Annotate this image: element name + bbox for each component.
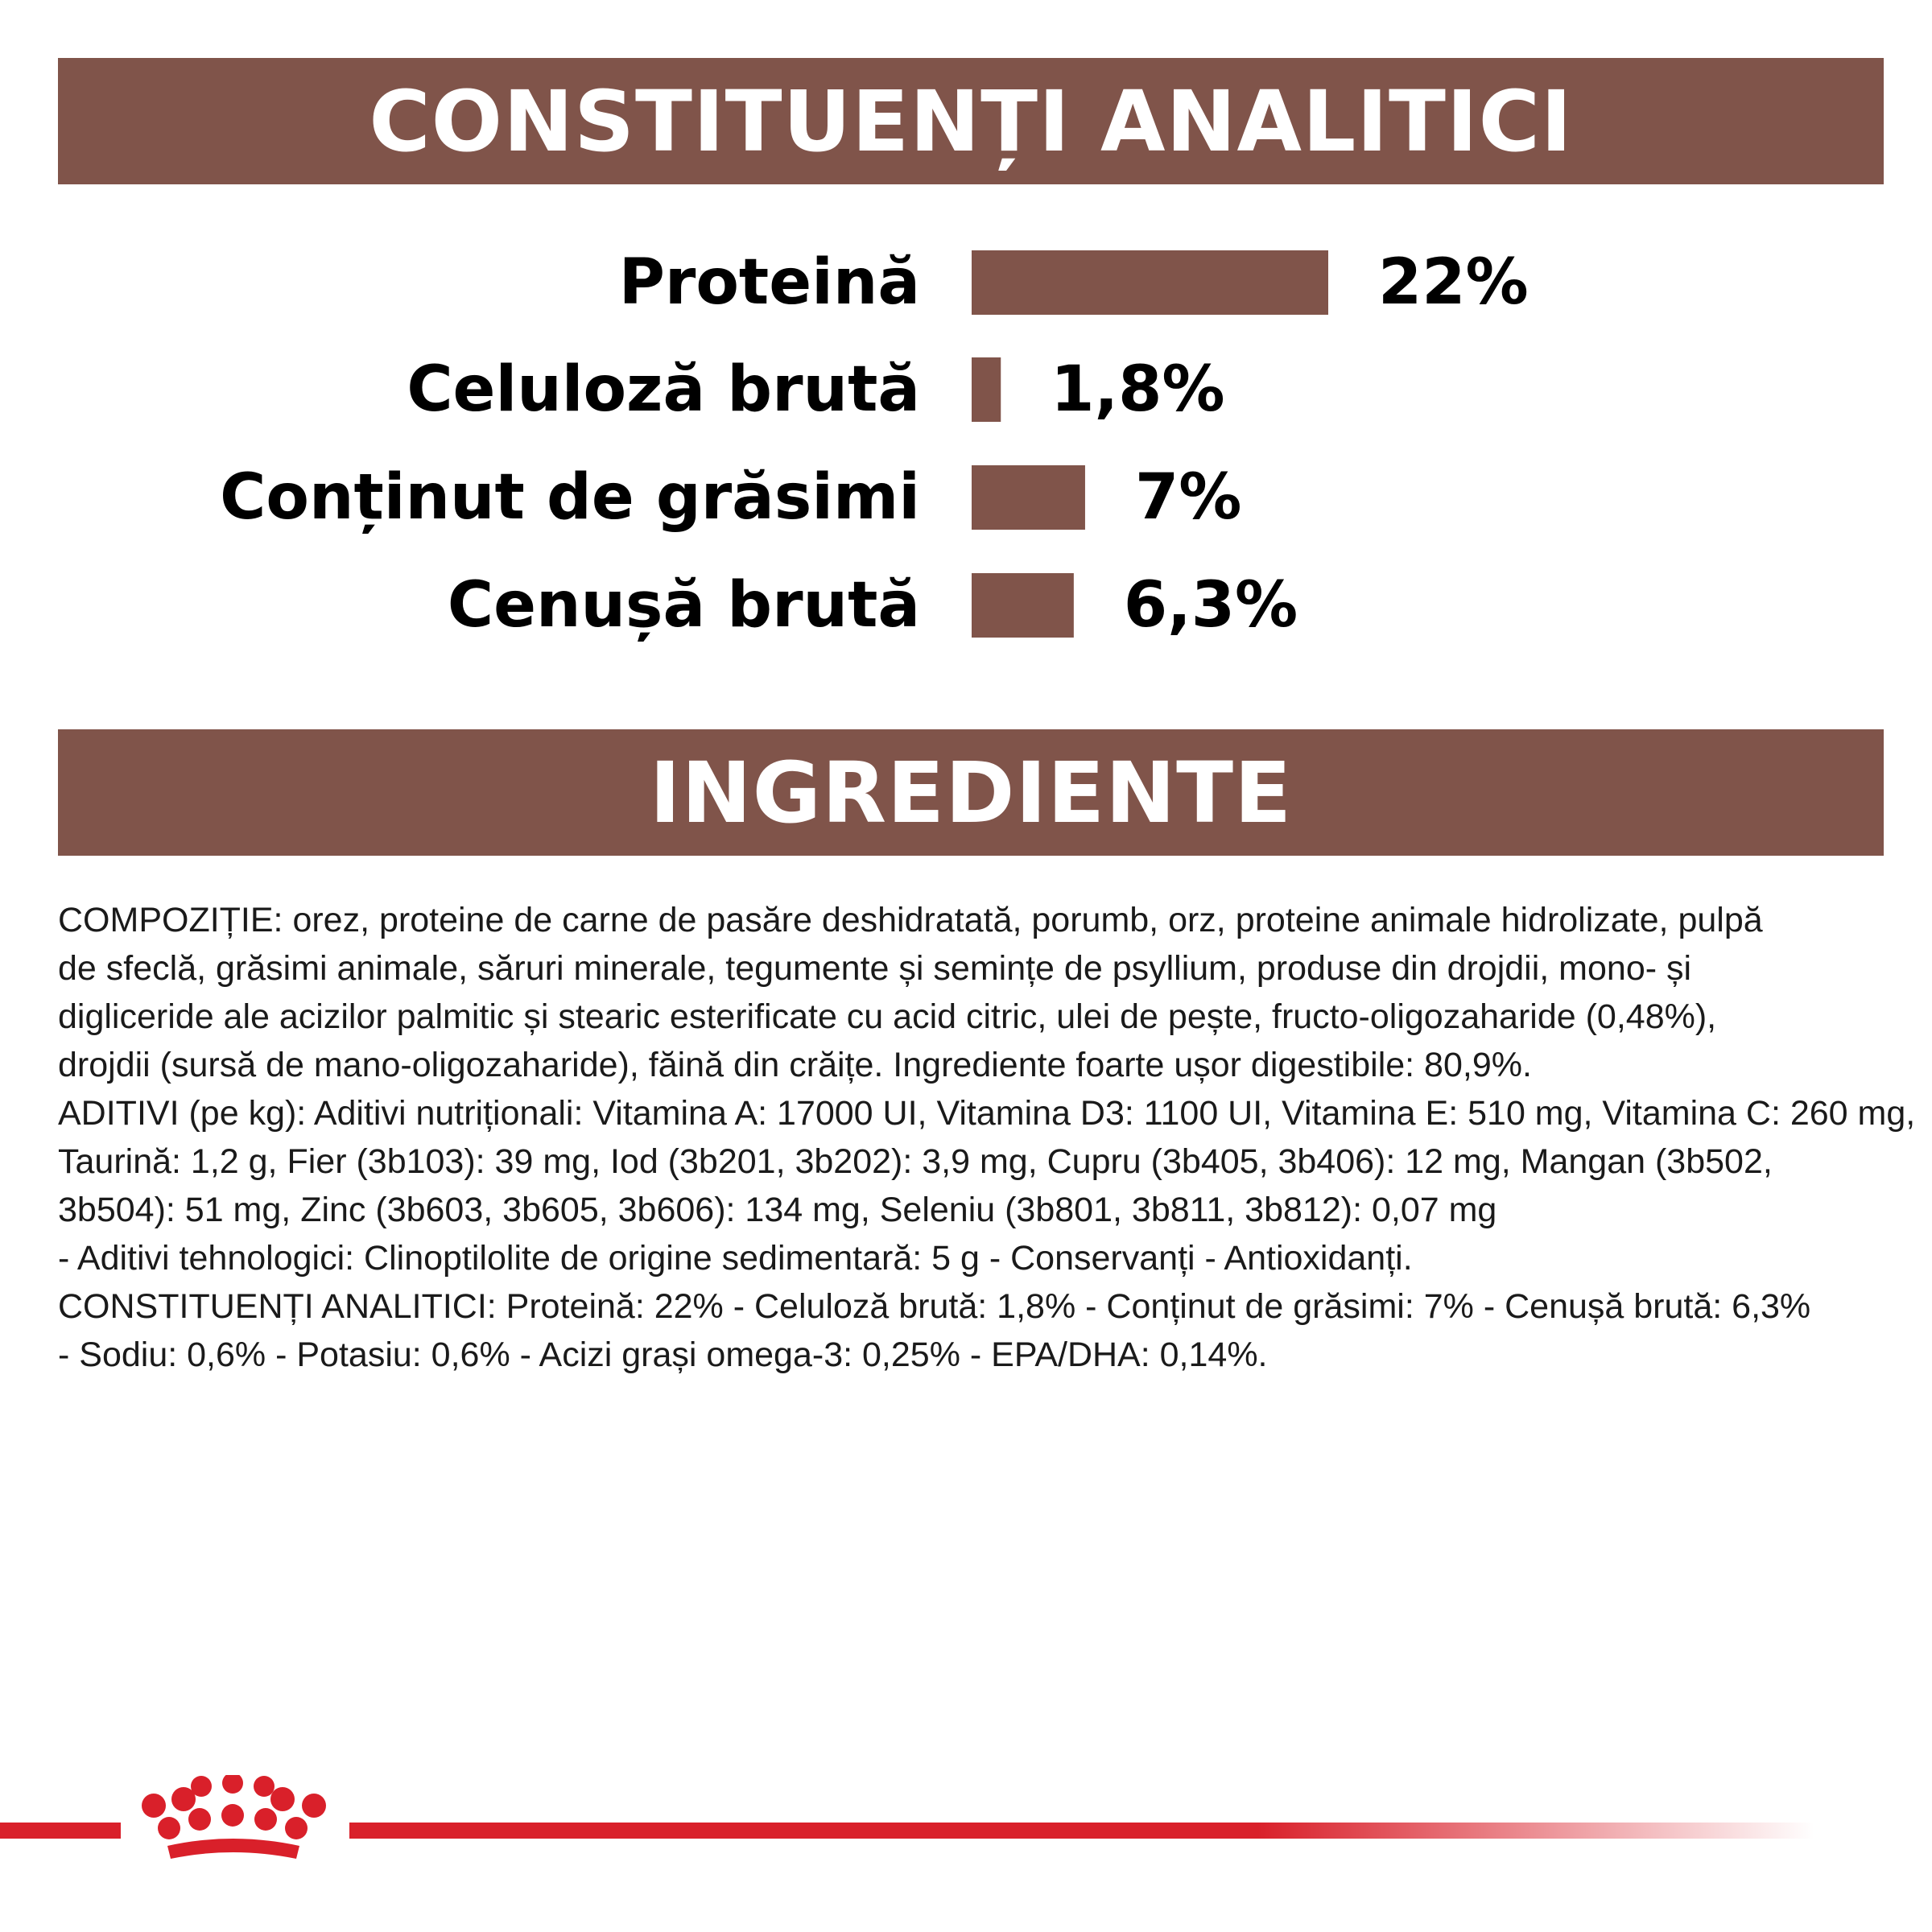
bar-1	[972, 357, 1001, 422]
ingredients-line: drojdii (sursă de mano-oligozaharide), făină din crăițe. Ingrediente foarte ușor digestibile: 80,9%.	[58, 1046, 1532, 1084]
category-label: Celuloză brută	[407, 353, 920, 426]
category-label: Conținut de grăsimi	[220, 461, 920, 534]
value-label: 22%	[1378, 246, 1529, 319]
footer-line-right	[349, 1823, 1814, 1839]
ingredients-line: ADITIVI (pe kg): Aditivi nutriționali: Vitamina A: 17000 UI, Vitamina D3: 1100 UI, Vitamina E: 510 mg, Vitamina C: 260 mg,	[58, 1094, 1916, 1133]
value-label: 7%	[1134, 461, 1242, 534]
constituents-title: CONSTITUENȚI ANALITICI	[369, 72, 1573, 171]
ingredients-title: INGREDIENTE	[649, 743, 1293, 842]
ingredients-text	[58, 896, 1916, 1379]
category-label: Proteină	[618, 246, 920, 319]
ingredients-line: digliceride ale acizilor palmitic și stearic esterificate cu acid citric, ulei de pește, fructo-oligozaharide (0,48%),	[58, 997, 1717, 1036]
footer-line-left	[0, 1823, 121, 1839]
bar-2	[972, 465, 1085, 530]
value-label: 6,3%	[1123, 569, 1298, 642]
bar-3	[972, 573, 1074, 638]
ingredients-line: CONSTITUENȚI ANALITICI: Proteină: 22% - Celuloză brută: 1,8% - Conținut de grăsimi: 7% - Cenușă brută: 6,3%	[58, 1287, 1811, 1326]
value-label: 1,8%	[1051, 353, 1225, 426]
ingredients-line: COMPOZIȚIE: orez, proteine de carne de pasăre deshidratată, porumb, orz, proteine animale hidrolizate, pulpă	[58, 901, 1763, 939]
constituents-banner	[58, 58, 1884, 184]
ingredients-line: - Sodiu: 0,6% - Potasiu: 0,6% - Acizi grași omega-3: 0,25% - EPA/DHA: 0,14%.	[58, 1335, 1268, 1374]
ingredients-line: 3b504): 51 mg, Zinc (3b603, 3b605, 3b606): 134 mg, Seleniu (3b801, 3b811, 3b812): 0,07 mg	[58, 1191, 1497, 1229]
ingredients-line: - Aditivi tehnologici: Clinoptilolite de origine sedimentară: 5 g - Conservanți - Antioxidanți.	[58, 1239, 1413, 1278]
category-label: Cenușă brută	[447, 569, 920, 642]
ingredients-line: de sfeclă, grăsimi animale, săruri minerale, tegumente și semințe de psyllium, produse din drojdii, mono- și	[58, 949, 1692, 988]
crown-logo-icon	[135, 1775, 336, 1864]
ingredients-line: Taurină: 1,2 g, Fier (3b103): 39 mg, Iod (3b201, 3b202): 3,9 mg, Cupru (3b405, 3b406): 12 mg, Mangan (3b502,	[58, 1142, 1773, 1181]
bar-0	[972, 250, 1328, 315]
ingredients-banner	[58, 729, 1884, 856]
